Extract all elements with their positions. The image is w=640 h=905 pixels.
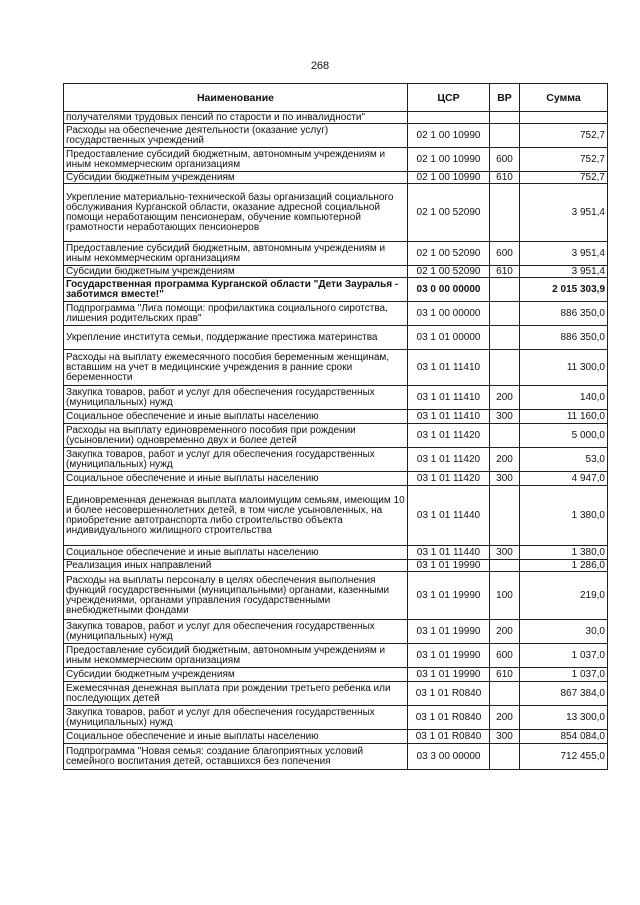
row-csr: 03 1 01 R0840 bbox=[408, 730, 490, 744]
row-sum: 752,7 bbox=[520, 172, 608, 184]
row-name: Укрепление материально-технической базы организаций социального обслуживания Курганской области, оказание адресной социальной помощи неработающим пенсионерам, обучение компьютерной грамотности неработающих пенсионеров bbox=[64, 184, 408, 242]
table-row bbox=[64, 668, 608, 682]
row-vr bbox=[490, 184, 520, 242]
row-name: Подпрограмма "Лига помощи: профилактика социального сиротства, лишения родительских прав" bbox=[64, 302, 408, 326]
table-row bbox=[64, 448, 608, 472]
row-csr: 03 1 01 11420 bbox=[408, 448, 490, 472]
row-csr: 03 1 00 00000 bbox=[408, 302, 490, 326]
row-name: Закупка товаров, работ и услуг для обеспечения государственных (муниципальных) нужд bbox=[64, 386, 408, 410]
table-row bbox=[64, 744, 608, 770]
row-sum: 53,0 bbox=[520, 448, 608, 472]
row-sum: 5 000,0 bbox=[520, 424, 608, 448]
table-row bbox=[64, 644, 608, 668]
table-row bbox=[64, 112, 608, 124]
row-csr: 03 1 01 19990 bbox=[408, 572, 490, 620]
row-name: Предоставление субсидий бюджетным, автономным учреждениям и иным некоммерческим организациям bbox=[64, 644, 408, 668]
row-vr: 610 bbox=[490, 266, 520, 278]
row-vr bbox=[490, 350, 520, 386]
row-sum: 4 947,0 bbox=[520, 472, 608, 486]
row-name: Расходы на выплату ежемесячного пособия беременным женщинам, вставшим на учет в медицинские учреждения в ранние сроки беременности bbox=[64, 350, 408, 386]
row-csr: 02 1 00 10990 bbox=[408, 148, 490, 172]
row-vr bbox=[490, 278, 520, 302]
row-name: Закупка товаров, работ и услуг для обеспечения государственных (муниципальных) нужд bbox=[64, 448, 408, 472]
budget-table bbox=[63, 83, 608, 770]
row-sum: 886 350,0 bbox=[520, 302, 608, 326]
row-vr: 610 bbox=[490, 668, 520, 682]
row-name: Закупка товаров, работ и услуг для обеспечения государственных (муниципальных) нужд bbox=[64, 620, 408, 644]
row-name: Закупка товаров, работ и услуг для обеспечения государственных (муниципальных) нужд bbox=[64, 706, 408, 730]
row-csr: 02 1 00 52090 bbox=[408, 184, 490, 242]
row-name: Социальное обеспечение и иные выплаты населению bbox=[64, 730, 408, 744]
row-csr bbox=[408, 112, 490, 124]
table-row bbox=[64, 302, 608, 326]
row-name: Расходы на обеспечение деятельности (оказание услуг) государственных учреждений bbox=[64, 124, 408, 148]
row-sum: 3 951,4 bbox=[520, 266, 608, 278]
row-sum: 2 015 303,9 bbox=[520, 278, 608, 302]
table-row bbox=[64, 124, 608, 148]
table-row bbox=[64, 242, 608, 266]
header-vr: ВР bbox=[490, 84, 520, 112]
row-csr: 03 1 01 19990 bbox=[408, 560, 490, 572]
row-name: Расходы на выплату единовременного пособия при рождении (усыновлении) одновременно двух и более детей bbox=[64, 424, 408, 448]
row-csr: 03 3 00 00000 bbox=[408, 744, 490, 770]
row-vr bbox=[490, 744, 520, 770]
row-sum: 140,0 bbox=[520, 386, 608, 410]
table-row bbox=[64, 386, 608, 410]
table-row bbox=[64, 486, 608, 546]
row-vr bbox=[490, 424, 520, 448]
row-vr: 300 bbox=[490, 410, 520, 424]
table-row bbox=[64, 682, 608, 706]
row-name: Расходы на выплаты персоналу в целях обеспечения выполнения функций государственными (муниципальными) органами, казенными учреждениями, органами управления государственными внебюджетными фондами bbox=[64, 572, 408, 620]
row-vr: 610 bbox=[490, 172, 520, 184]
row-vr bbox=[490, 560, 520, 572]
row-name: Государственная программа Курганской области "Дети Зауралья - заботимся вместе!" bbox=[64, 278, 408, 302]
row-csr: 03 0 00 00000 bbox=[408, 278, 490, 302]
row-vr bbox=[490, 124, 520, 148]
row-vr: 200 bbox=[490, 706, 520, 730]
row-vr: 200 bbox=[490, 620, 520, 644]
row-sum: 1 380,0 bbox=[520, 486, 608, 546]
page-number: 268 bbox=[310, 60, 330, 72]
row-name: Субсидии бюджетным учреждениям bbox=[64, 172, 408, 184]
row-vr: 200 bbox=[490, 448, 520, 472]
table-row bbox=[64, 326, 608, 350]
row-name: Социальное обеспечение и иные выплаты населению bbox=[64, 472, 408, 486]
row-csr: 03 1 01 11410 bbox=[408, 386, 490, 410]
table-row bbox=[64, 266, 608, 278]
row-csr: 03 1 01 19990 bbox=[408, 644, 490, 668]
row-sum: 30,0 bbox=[520, 620, 608, 644]
row-csr: 02 1 00 52090 bbox=[408, 242, 490, 266]
row-csr: 03 1 01 11420 bbox=[408, 424, 490, 448]
table-row bbox=[64, 706, 608, 730]
row-csr: 03 1 01 11440 bbox=[408, 486, 490, 546]
row-vr: 600 bbox=[490, 242, 520, 266]
row-vr bbox=[490, 302, 520, 326]
row-name: Социальное обеспечение и иные выплаты населению bbox=[64, 546, 408, 560]
row-sum: 752,7 bbox=[520, 124, 608, 148]
table-row bbox=[64, 620, 608, 644]
row-name: Предоставление субсидий бюджетным, автономным учреждениям и иным некоммерческим организациям bbox=[64, 148, 408, 172]
row-sum: 1 037,0 bbox=[520, 668, 608, 682]
row-sum: 712 455,0 bbox=[520, 744, 608, 770]
row-sum bbox=[520, 112, 608, 124]
row-name: Подпрограмма "Новая семья: создание благоприятных условий семейного воспитания детей, оставшихся без попечения bbox=[64, 744, 408, 770]
row-vr: 300 bbox=[490, 546, 520, 560]
row-name: Укрепление института семьи, поддержание престижа материнства bbox=[64, 326, 408, 350]
row-name: Субсидии бюджетным учреждениям bbox=[64, 668, 408, 682]
row-name: Субсидии бюджетным учреждениям bbox=[64, 266, 408, 278]
row-csr: 03 1 01 11440 bbox=[408, 546, 490, 560]
row-name: Предоставление субсидий бюджетным, автономным учреждениям и иным некоммерческим организациям bbox=[64, 242, 408, 266]
table-header-row bbox=[64, 84, 608, 112]
table-body bbox=[64, 112, 608, 770]
row-sum: 886 350,0 bbox=[520, 326, 608, 350]
row-csr: 03 1 01 R0840 bbox=[408, 706, 490, 730]
row-csr: 03 1 01 11410 bbox=[408, 410, 490, 424]
table-row bbox=[64, 278, 608, 302]
table-row bbox=[64, 472, 608, 486]
row-sum: 1 380,0 bbox=[520, 546, 608, 560]
table-row bbox=[64, 424, 608, 448]
row-vr: 300 bbox=[490, 730, 520, 744]
row-sum: 219,0 bbox=[520, 572, 608, 620]
header-sum: Сумма bbox=[520, 84, 608, 112]
table-row bbox=[64, 730, 608, 744]
row-vr: 200 bbox=[490, 386, 520, 410]
table-row bbox=[64, 350, 608, 386]
row-csr: 03 1 01 11420 bbox=[408, 472, 490, 486]
row-name: Единовременная денежная выплата малоимущим семьям, имеющим 10 и более несовершеннолетних детей, в том числе усыновленных, на приобретение автотранспорта либо строительство объекта индивидуального жилищного строительства bbox=[64, 486, 408, 546]
row-sum: 13 300,0 bbox=[520, 706, 608, 730]
row-sum: 3 951,4 bbox=[520, 184, 608, 242]
row-csr: 02 1 00 52090 bbox=[408, 266, 490, 278]
table-row bbox=[64, 172, 608, 184]
table-row bbox=[64, 572, 608, 620]
row-name: получателями трудовых пенсий по старости и по инвалидности" bbox=[64, 112, 408, 124]
row-sum: 1 286,0 bbox=[520, 560, 608, 572]
table-row bbox=[64, 546, 608, 560]
row-name: Социальное обеспечение и иные выплаты населению bbox=[64, 410, 408, 424]
header-csr: ЦСР bbox=[408, 84, 490, 112]
row-csr: 03 1 01 19990 bbox=[408, 668, 490, 682]
row-vr: 100 bbox=[490, 572, 520, 620]
row-sum: 3 951,4 bbox=[520, 242, 608, 266]
row-vr: 600 bbox=[490, 148, 520, 172]
row-sum: 11 160,0 bbox=[520, 410, 608, 424]
row-csr: 03 1 01 R0840 bbox=[408, 682, 490, 706]
row-vr bbox=[490, 682, 520, 706]
row-vr bbox=[490, 486, 520, 546]
row-name: Ежемесячная денежная выплата при рождении третьего ребенка или последующих детей bbox=[64, 682, 408, 706]
row-vr: 300 bbox=[490, 472, 520, 486]
table-row bbox=[64, 184, 608, 242]
row-csr: 02 1 00 10990 bbox=[408, 124, 490, 148]
row-csr: 03 1 01 00000 bbox=[408, 326, 490, 350]
row-vr: 600 bbox=[490, 644, 520, 668]
header-name: Наименование bbox=[64, 84, 408, 112]
row-csr: 02 1 00 10990 bbox=[408, 172, 490, 184]
table-row bbox=[64, 560, 608, 572]
row-csr: 03 1 01 19990 bbox=[408, 620, 490, 644]
row-sum: 752,7 bbox=[520, 148, 608, 172]
row-name: Реализация иных направлений bbox=[64, 560, 408, 572]
row-sum: 1 037,0 bbox=[520, 644, 608, 668]
table-row bbox=[64, 148, 608, 172]
row-vr bbox=[490, 112, 520, 124]
row-csr: 03 1 01 11410 bbox=[408, 350, 490, 386]
table-row bbox=[64, 410, 608, 424]
row-vr bbox=[490, 326, 520, 350]
row-sum: 11 300,0 bbox=[520, 350, 608, 386]
row-sum: 867 384,0 bbox=[520, 682, 608, 706]
row-sum: 854 084,0 bbox=[520, 730, 608, 744]
